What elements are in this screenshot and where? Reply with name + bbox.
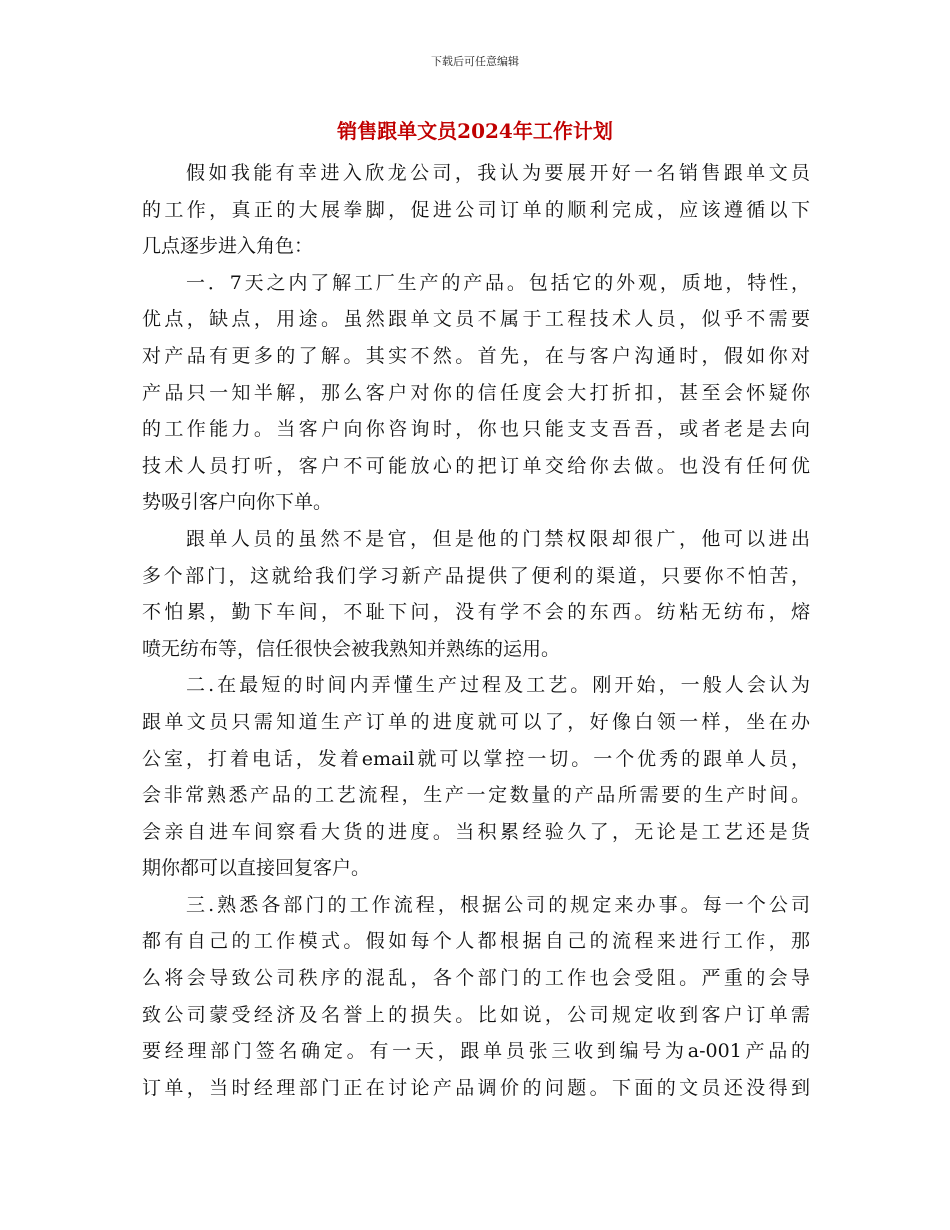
document-body [142, 155, 810, 1106]
text-line: 的工作，真正的大展拳脚，促进公司订单的顺利完成，应该遵循以下 [142, 198, 810, 221]
text-line: 都有自己的工作模式。假如每个人都根据自己的流程来进行工作，那 [142, 930, 810, 953]
text-line: 不怕累，勤下车间，不耻下问，没有学不会的东西。纺粘无纺布，熔 [142, 601, 810, 624]
text-line: 势吸引客户向你下单。 [142, 491, 333, 514]
text-line: 产品只一知半解，那么客户对你的信任度会大打折扣，甚至会怀疑你 [142, 381, 810, 404]
text-line: 订单，当时经理部门正在讨论产品调价的问题。下面的文员还没得到 [142, 1076, 810, 1099]
text-line: 技术人员打听，客户不可能放心的把订单交给你去做。也没有任何优 [142, 454, 810, 477]
text-line: 会亲自进车间察看大货的进度。当积累经验久了，无论是工艺还是货 [142, 820, 810, 843]
text-line: 致公司蒙受经济及名誉上的损失。比如说，公司规定收到客户订单需 [142, 1003, 810, 1026]
page-header: 下载后可任意编辑 [431, 55, 519, 68]
text-line: 二.在最短的时间内弄懂生产过程及工艺。刚开始，一般人会认为 [186, 674, 810, 697]
text-line: 跟单文员只需知道生产订单的进度就可以了，好像白领一样，坐在办 [142, 710, 810, 733]
text-line: 的工作能力。当客户向你咨询时，你也只能支支吾吾，或者老是去向 [142, 418, 810, 441]
text-line: 多个部门，这就给我们学习新产品提供了便利的渠道，只要你不怕苦， [142, 564, 810, 587]
document-title: 销售跟单文员2024年工作计划 [337, 119, 613, 143]
text-line: 公室，打着电话，发着email就可以掌控一切。一个优秀的跟单人员， [142, 747, 810, 770]
text-line: 喷无纺布等，信任很快会被我熟知并熟练的运用。 [142, 637, 561, 660]
text-line: 跟单人员的虽然不是官，但是他的门禁权限却很广，他可以进出 [186, 527, 810, 550]
text-line: 期你都可以直接回复客户。 [142, 857, 371, 880]
text-line: 假如我能有幸进入欣龙公司，我认为要展开好一名销售跟单文员 [186, 162, 810, 184]
text-line: 会非常熟悉产品的工艺流程，生产一定数量的产品所需要的生产时间。 [142, 784, 810, 807]
text-line: 要经理部门签名确定。有一天，跟单员张三收到编号为a-001产品的 [142, 1040, 810, 1063]
text-line: 一．7天之内了解工厂生产的产品。包括它的外观，质地，特性， [186, 271, 810, 294]
text-line: 对产品有更多的了解。其实不然。首先，在与客户沟通时，假如你对 [142, 344, 810, 367]
text-line: 么将会导致公司秩序的混乱，各个部门的工作也会受阻。严重的会导 [142, 967, 810, 990]
text-line: 几点逐步进入角色： [142, 235, 314, 258]
text-line: 优点，缺点，用途。虽然跟单文员不属于工程技术人员，似乎不需要 [142, 308, 810, 331]
text-line: 三.熟悉各部门的工作流程，根据公司的规定来办事。每一个公司 [186, 893, 810, 916]
